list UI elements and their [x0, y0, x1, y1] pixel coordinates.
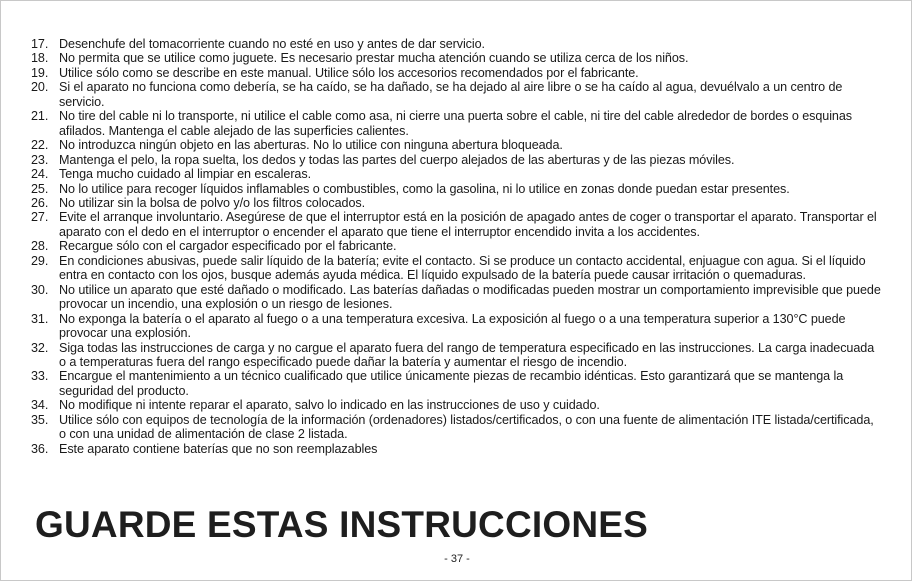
list-item	[31, 239, 883, 253]
item-number: 18.	[31, 51, 49, 66]
section-heading: GUARDE ESTAS INSTRUCCIONES	[35, 504, 649, 545]
list-item	[31, 138, 883, 152]
item-number: 23.	[31, 152, 49, 167]
page-number: - 37 -	[444, 553, 470, 565]
item-text: No exponga la batería o el aparato al fuego o a una temperatura excesiva. La exposición al fuego o a una temperatura superior a 130°C puede provocar una explosión.	[59, 311, 846, 341]
item-text: No introduzca ningún objeto en las aberturas. No lo utilice con ninguna abertura bloqueada.	[59, 138, 563, 153]
safety-instructions-list	[31, 37, 883, 456]
item-number: 20.	[31, 80, 49, 95]
item-text: Evite el arranque involuntario. Asegúrese de que el interruptor está en la posición de apagado antes de coger o transportar el aparato. Transportar el aparato con el dedo en el interruptor o encender el aparato que tiene el interruptor encendido invita a los accidentes.	[59, 210, 877, 239]
list-item	[31, 196, 883, 210]
list-item	[31, 66, 883, 80]
item-text: No utilice un aparato que esté dañado o modificado. Las baterías dañadas o modificadas pueden mostrar un comportamiento imprevisible que puede provocar un incendio, una explosión o un riesgo de lesiones.	[59, 282, 881, 312]
list-item	[31, 312, 883, 341]
list-item	[31, 80, 883, 109]
item-number: 17.	[31, 37, 49, 51]
item-text: Siga todas las instrucciones de carga y no cargue el aparato fuera del rango de temperatura especificado en las instrucciones. La carga inadecuada o a temperaturas fuera del rango especificado puede dañar la batería y aumentar el riesgo de incendio.	[59, 340, 875, 369]
item-text: En condiciones abusivas, puede salir líquido de la batería; evite el contacto. Si se produce un contacto accidental, enjuague con agua. Si el líquido entra en contacto con los ojos, busque además ayuda médica. El líquido expulsado de la batería puede causar irritación o quemaduras.	[59, 253, 866, 283]
list-item	[31, 167, 883, 181]
item-text: Tenga mucho cuidado al limpiar en escaleras.	[59, 167, 311, 182]
list-item	[31, 398, 883, 412]
list-item	[31, 283, 883, 312]
item-number: 19.	[31, 65, 49, 80]
item-number: 31.	[31, 311, 49, 326]
item-number: 34.	[31, 398, 49, 413]
item-text: Recargue sólo con el cargador especificado por el fabricante.	[59, 239, 397, 254]
item-text: No utilizar sin la bolsa de polvo y/o los filtros colocados.	[59, 195, 365, 210]
list-item	[31, 413, 883, 442]
item-text: No tire del cable ni lo transporte, ni utilice el cable como asa, ni cierre una puerta sobre el cable, ni tire del cable alrededor de bordes o esquinas afilados. Mantenga el cable alejado de las superficies calientes.	[59, 109, 852, 138]
list-item	[31, 51, 883, 65]
list-item	[31, 254, 883, 283]
list-item	[31, 109, 883, 138]
item-text: No modifique ni intente reparar el aparato, salvo lo indicado en las instrucciones de uso y cuidado.	[59, 398, 600, 413]
item-number: 33.	[31, 369, 49, 384]
item-text: No permita que se utilice como juguete. Es necesario prestar mucha atención cuando se utiliza cerca de los niños.	[59, 51, 689, 66]
item-number: 28.	[31, 239, 49, 254]
item-text: No lo utilice para recoger líquidos inflamables o combustibles, como la gasolina, ni lo utilice en zonas donde puedan estar presentes.	[59, 181, 790, 196]
list-item	[31, 442, 883, 456]
item-text: Encargue el mantenimiento a un técnico cualificado que utilice únicamente piezas de recambio idénticas. Esto garantizará que se mantenga la seguridad del producto.	[59, 369, 844, 398]
item-number: 27.	[31, 210, 49, 225]
list-item	[31, 369, 883, 398]
list-item	[31, 153, 883, 167]
item-number: 32.	[31, 340, 49, 355]
item-number: 30.	[31, 282, 49, 297]
item-number: 35.	[31, 412, 49, 427]
item-number: 26.	[31, 195, 49, 210]
item-number: 36.	[31, 441, 49, 456]
list-item	[31, 210, 883, 239]
list-item	[31, 182, 883, 196]
item-number: 24.	[31, 167, 49, 182]
item-text: Utilice sólo como se describe en este manual. Utilice sólo los accesorios recomendados por el fabricante.	[59, 65, 639, 80]
item-number: 21.	[31, 109, 49, 124]
item-text: Utilice sólo con equipos de tecnología de la información (ordenadores) listados/certificados, o con una fuente de alimentación ITE listada/certificada, o con una unidad de alimentación de clase 2 listada.	[59, 412, 874, 442]
item-number: 25.	[31, 181, 49, 196]
list-item	[31, 341, 883, 370]
item-text: Desenchufe del tomacorriente cuando no esté en uso y antes de dar servicio.	[59, 37, 485, 51]
item-text: Mantenga el pelo, la ropa suelta, los dedos y todas las partes del cuerpo alejados de las aberturas y de las piezas móviles.	[59, 152, 735, 167]
item-number: 22.	[31, 138, 49, 153]
item-text: Si el aparato no funciona como debería, se ha caído, se ha dañado, se ha dejado al aire libre o se ha caído al agua, devuélvalo a un centro de servicio.	[59, 80, 843, 109]
list-item	[31, 37, 883, 51]
item-text: Este aparato contiene baterías que no son reemplazables	[59, 441, 378, 456]
item-number: 29.	[31, 253, 49, 268]
